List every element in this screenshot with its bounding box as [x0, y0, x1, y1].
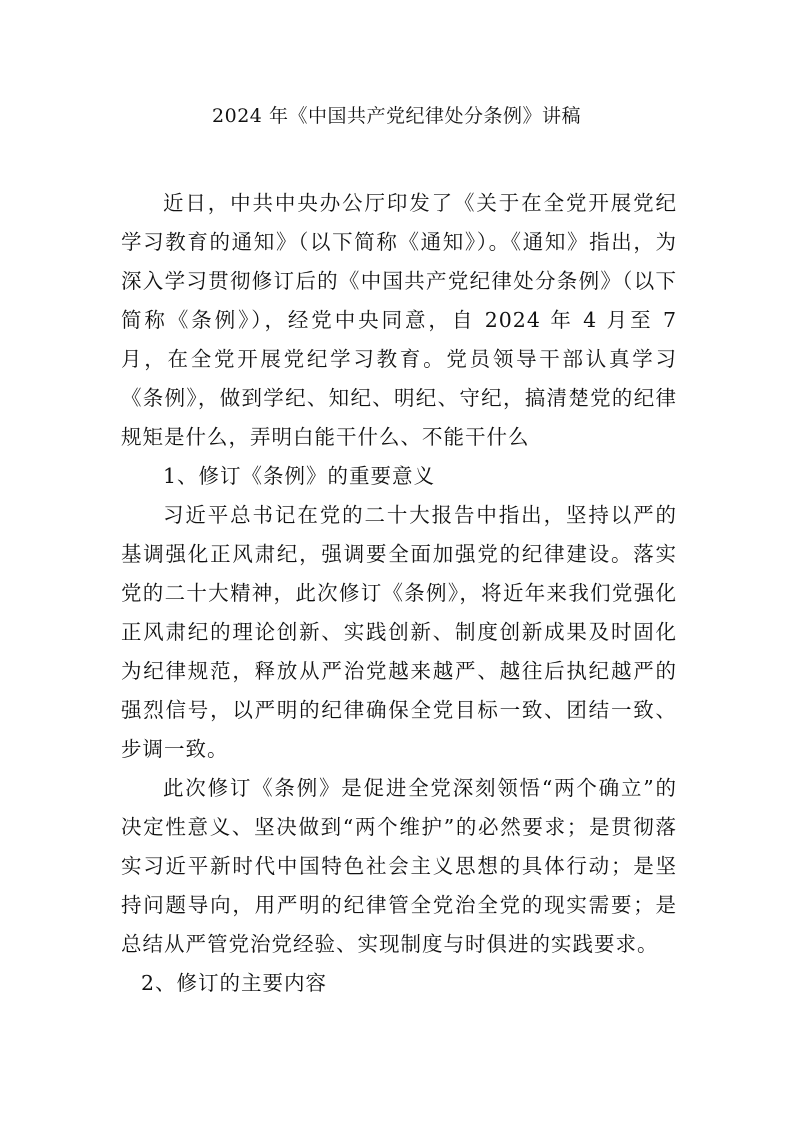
section-2-heading: 2、修订的主要内容 [141, 971, 328, 995]
section-1-paragraph-1: 习近平总书记在党的二十大报告中指出，坚持以严的基调强化正风肃纪，强调要全面加强党的纪律建设。落实党的二十大精神，此次修订《条例》，将近年来我们党强化正风肃纪的理论创新、实践创新、制度创新成果及时固化为纪律规范，释放从严治党越来越严、越往后执纪越严的强烈信号，以严明的纪律确保全党目标一致、团结一致、步调一致。 [121, 503, 677, 761]
section-1-paragraph-2: 此次修订《条例》是促进全党深刻领悟“两个确立”的决定性意义、坚决做到“两个维护”的必然要求；是贯彻落实习近平新时代中国特色社会主义思想的具体行动；是坚持问题导向，用严明的纪律管全党治全党的现实需要；是总结从严管党治党经验、实现制度与时俱进的实践要求。 [121, 776, 677, 956]
section-1-heading: 1、修订《条例》的重要意义 [163, 464, 436, 488]
document-body [121, 184, 677, 1003]
intro-paragraph: 近日，中共中央办公厅印发了《关于在全党开展党纪学习教育的通知》（以下简称《通知》）。《通知》指出，为深入学习贯彻修订后的《中国共产党纪律处分条例》（以下简称《条例》），经党中央同意，自 2024 年 4 月至 7 月，在全党开展党纪学习教育。党员领导干部认真学习《条例》，做到学纪、知纪、明纪、守纪，搞清楚党的纪律规矩是什么，弄明白能干什么、不能干什么 [121, 191, 677, 449]
document-title: 2024 年《中国共产党纪律处分条例》讲稿 [212, 105, 581, 127]
